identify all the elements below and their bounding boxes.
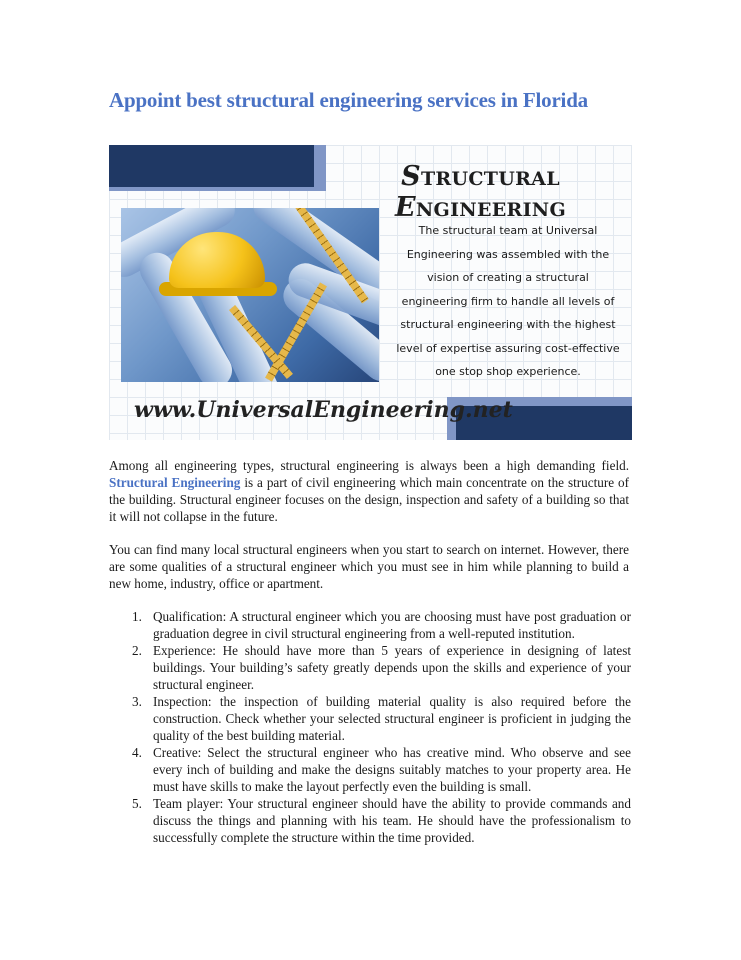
heading-initial-e: E <box>395 192 416 223</box>
banner-bar-top-left <box>109 145 314 187</box>
list-number: 1. <box>132 609 142 624</box>
heading-word-2: NGINEERING <box>415 199 566 221</box>
intro-text-start: Among all engineering types, structural engineering is always been a high demanding field. <box>109 458 629 473</box>
list-item <box>125 693 631 744</box>
hardhat-blueprints-image <box>121 208 379 382</box>
list-text: Inspection: the inspection of building material quality is also required before the construction. Check whether your selected structural engineer is proficient in judging the quality of the best building material. <box>153 694 631 743</box>
banner-bar-top-left-underline <box>109 187 326 191</box>
structural-engineering-keyword: Structural Engineering <box>109 475 241 490</box>
list-item <box>125 744 631 795</box>
list-text: Creative: Select the structural engineer who has creative mind. Who observe and see every inch of building and make the designs suitably matches to your property area. He must have skills to make the layout perfectly even the building is small. <box>153 745 631 794</box>
list-number: 2. <box>132 643 142 658</box>
list-number: 3. <box>132 694 142 709</box>
banner-heading <box>343 161 618 223</box>
list-text: Qualification: A structural engineer which you are choosing must have post graduation or graduation degree in civil structural engineering from a well-reputed institution. <box>153 609 631 641</box>
structural-engineering-banner <box>109 145 632 440</box>
page-title: Appoint best structural engineering services in Florida <box>109 88 588 112</box>
list-text: Team player: Your structural engineer should have the ability to provide commands and discuss the things and planning with his team. He should have the professionalism to successfully complete the structure within the time provided. <box>153 796 631 845</box>
qualities-list <box>125 608 631 846</box>
list-item <box>125 608 631 642</box>
intro-text-end: is a part of civil engineering which main concentrate on the structure of the building. Structural engineer focuses on the design, inspection and safety of a building so that it will not collapse in the future. <box>109 475 629 524</box>
list-number: 5. <box>132 796 142 811</box>
website-address: www.UniversalEngineering.net <box>134 397 513 423</box>
list-number: 4. <box>132 745 142 760</box>
list-text: Experience: He should have more than 5 years of experience in designing of latest buildings. Your building’s safety greatly depends upon the skills and experience of your structural engineer. <box>153 643 631 692</box>
search-paragraph: You can find many local structural engineers when you start to search on internet. However, there are some qualities of a structural engineer which you must see in him while planning to build a new home, industry, office or apartment. <box>109 542 629 591</box>
intro-paragraph <box>109 457 629 525</box>
list-item <box>125 795 631 846</box>
banner-description: The structural team at Universal Engineering was assembled with the vision of creating a structural engineering firm to handle all levels of structural engineering with the highest level of expertise assuring cost-effective one stop shop experience. <box>396 224 620 378</box>
list-item <box>125 642 631 693</box>
banner-bar-top-left-accent <box>314 145 326 187</box>
heading-word-1: TRUCTURAL <box>420 168 560 190</box>
heading-initial-s: S <box>401 161 421 192</box>
